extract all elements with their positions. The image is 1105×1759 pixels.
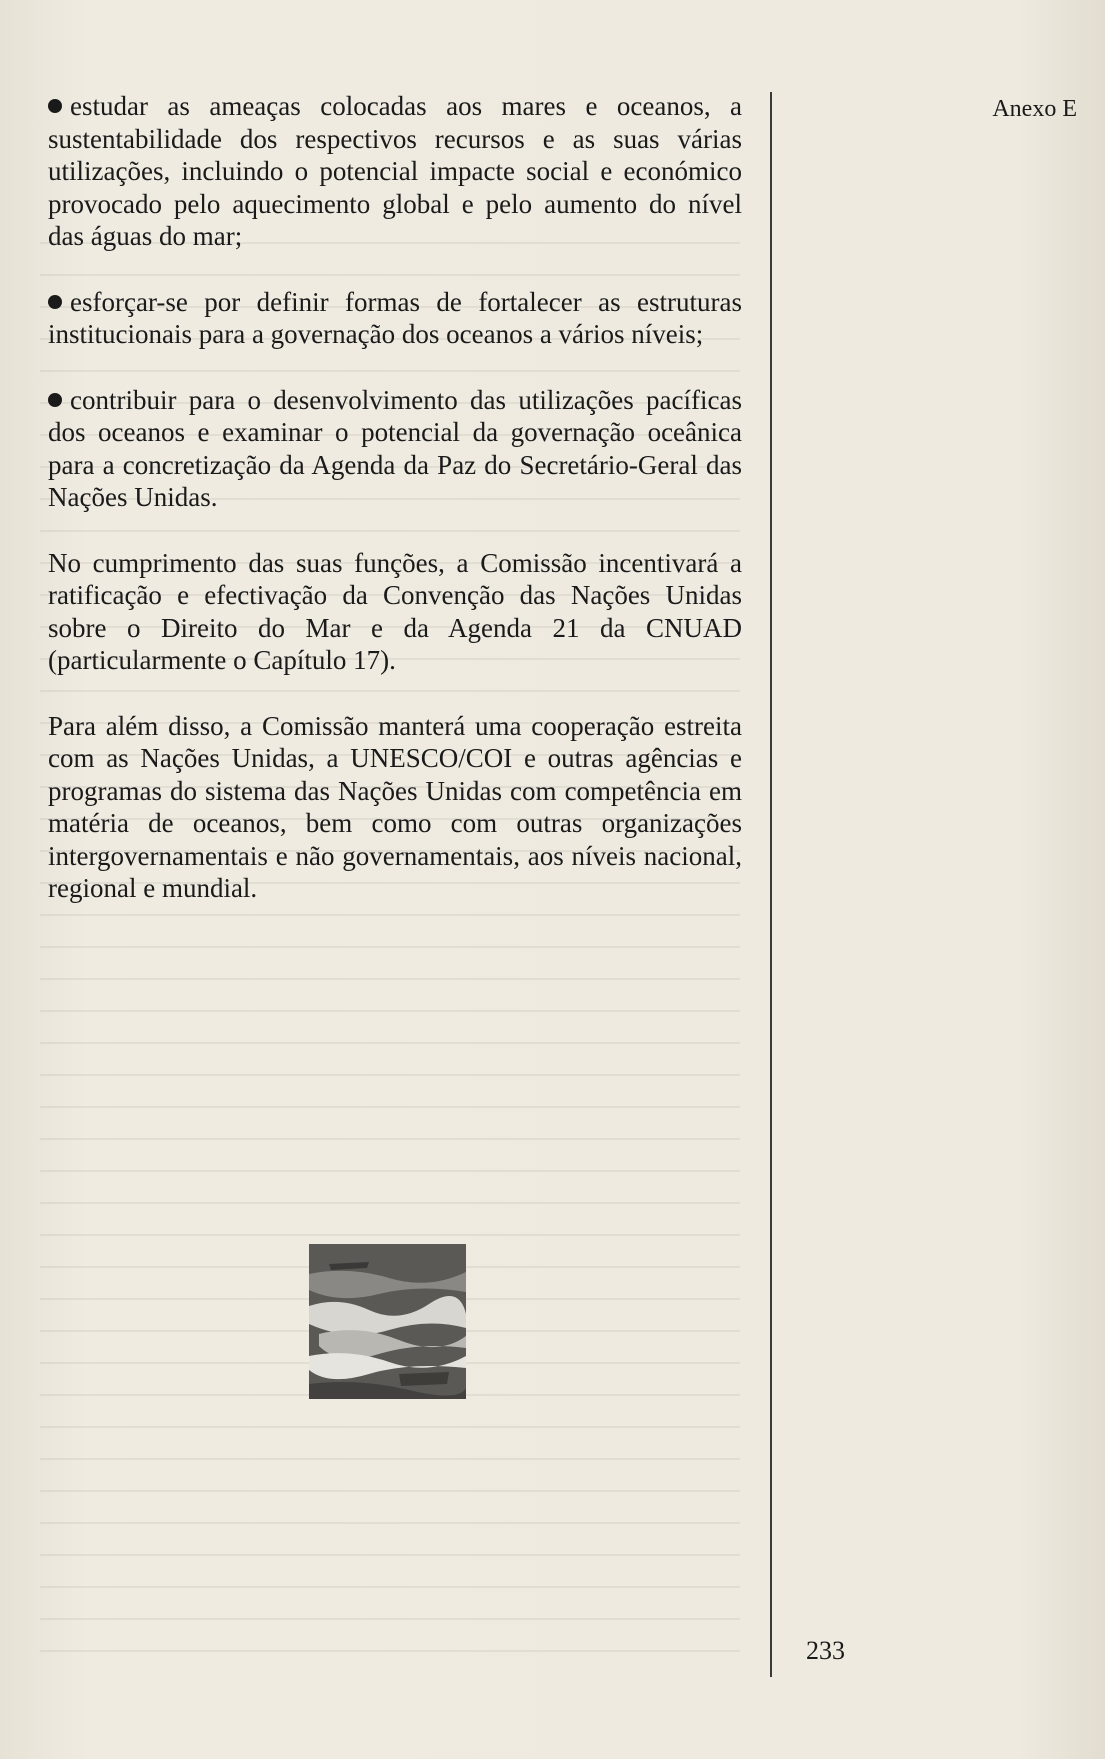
running-header: Anexo E — [992, 96, 1077, 122]
bullet-item-3 — [48, 384, 742, 514]
ocean-wave-photo — [309, 1244, 466, 1399]
bullet-text: estudar as ameaças colocadas aos mares e oceanos, a sustentabilidade dos respectivos recursos e as suas várias utilizações, incluindo o potencial impacte social e económico provocado pelo aquecimento global e pelo aumento do nível das águas do mar; — [48, 91, 742, 251]
bullet-icon — [48, 99, 62, 113]
wave-image-icon — [309, 1244, 466, 1399]
bullet-text: contribuir para o desenvolvimento das utilizações pacíficas dos oceanos e examinar o potencial da governação oceânica para a concretização da Agenda da Paz do Secretário-Geral das Nações Unidas. — [48, 384, 742, 512]
paragraph-cooperation: Para além disso, a Comissão manterá uma cooperação estreita com as Nações Unidas, a UNESCO/COI e outras agências e programas do sistema das Nações Unidas com competência em matéria de oceanos, bem como com outras organizações intergovernamentais e não governamentais, aos níveis nacional, regional e mundial. — [48, 710, 742, 903]
main-text-column — [48, 90, 742, 938]
column-divider-rule — [770, 92, 772, 1677]
bullet-item-2 — [48, 286, 742, 351]
bullet-item-1 — [48, 90, 742, 253]
page-number: 233 — [806, 1636, 845, 1665]
bullet-icon — [48, 393, 62, 407]
bullet-text: esforçar-se por definir formas de fortalecer as estruturas institucionais para a governação dos oceanos a vários níveis; — [48, 286, 742, 349]
bullet-icon — [48, 295, 62, 309]
paragraph-commission-functions: No cumprimento das suas funções, a Comissão incentivará a ratificação e efectivação da Convenção das Nações Unidas sobre o Direito do Mar e da Agenda 21 da CNUAD (particularmente o Capítulo 17). — [48, 547, 742, 675]
